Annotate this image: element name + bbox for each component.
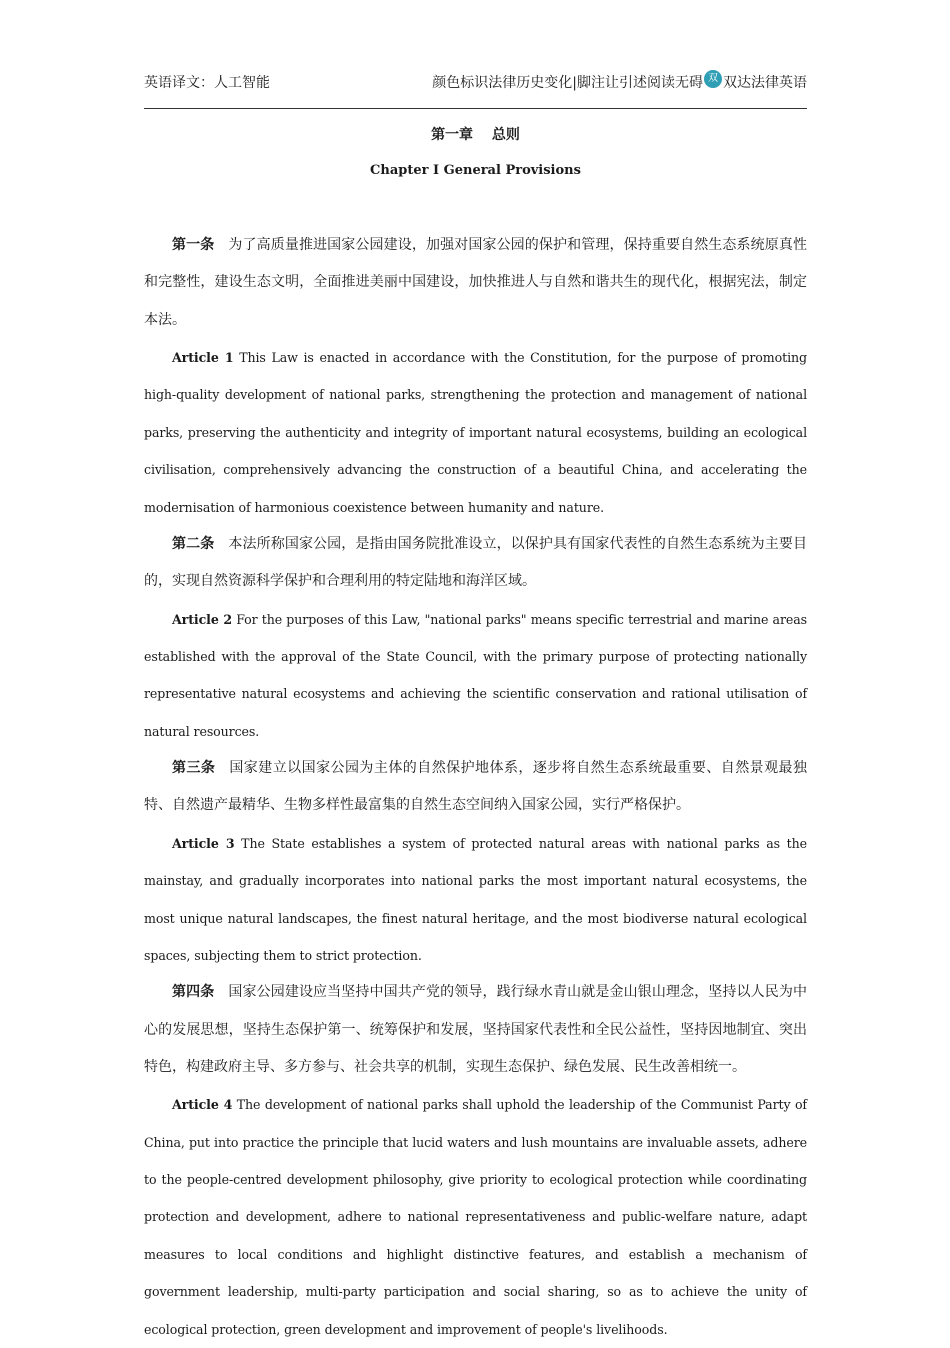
header-right [432, 72, 807, 94]
chapter-title-zh: 第一章 总则 [431, 127, 520, 143]
article-1-zh [144, 227, 807, 339]
article-4-zh [144, 974, 807, 1086]
header-divider [144, 108, 807, 109]
header-right-text: 颜色标识法律历史变化|脚注让引述阅读无碍 [432, 75, 703, 91]
article-1-zh-label: 第一条 [172, 237, 215, 253]
article-3-zh [144, 750, 807, 825]
article-1-en-label: Article 1 [172, 349, 234, 365]
article-2-zh [144, 526, 807, 601]
article-4-en-label: Article 4 [172, 1097, 233, 1113]
article-2-en-label: Article 2 [172, 611, 233, 627]
article-4-zh-label: 第四条 [172, 984, 215, 1001]
article-1-zh-text: 为了高质量推进国家公园建设，加强对国家公园的保护和管理，保持重要自然生态系统原真性和完整性，建设生态文明，全面推进美丽中国建设，加快推进人与自然和谐共生的现代化，根据宪法，制定本法。 [144, 237, 808, 328]
article-1-en-text: This Law is enacted in accordance with the Constitution, for the purpose of promoting high-quality development of national parks, strengthening the protection and management of national parks, preserving the authenticity and integrity of important natural ecosystems, building an ecological civilisation, comprehensively advancing the construction of a beautiful China, and accelerating the modernisation of harmonious coexistence between humanity and nature. [144, 349, 807, 515]
article-3-zh-label: 第三条 [172, 760, 216, 777]
article-4-zh-text: 国家公园建设应当坚持中国共产党的领导，践行绿水青山就是金山银山理念，坚持以人民为中心的发展思想，坚持生态保护第一、统筹保护和发展，坚持国家代表性和全民公益性，坚持因地制宜、突出特色，构建政府主导、多方参与、社会共享的机制，实现生态保护、绿色发展、民生改善相统一。 [144, 984, 808, 1075]
article-2-en-text: For the purposes of this Law, "national parks" means specific terrestrial and marine areas established with the approval of the State Council, with the primary purpose of protecting nationally representative natural ecosystems and achieving the scientific conservation and rational utilisation of natural resources. [144, 611, 807, 739]
article-3-zh-text: 国家建立以国家公园为主体的自然保护地体系，逐步将自然生态系统最重要、自然景观最独特、自然遗产最精华、生物多样性最富集的自然生态空间纳入国家公园，实行严格保护。 [144, 760, 807, 814]
article-2-zh-text: 本法所称国家公园，是指由国务院批准设立，以保护具有国家代表性的自然生态系统为主要目的，实现自然资源科学保护和合理利用的特定陆地和海洋区域。 [144, 535, 808, 590]
header-brand-text: 双达法律英语 [723, 75, 807, 91]
article-2-en [144, 601, 807, 751]
article-3-en-text: The State establishes a system of protected natural areas with national parks as the mainstay, and gradually incorporates into national parks the most important natural ecosystems, the most unique natural landscapes, the finest natural heritage, and the most biodiverse natural ecological spaces, subjecting them to strict protection. [144, 835, 807, 963]
article-4-en-text: The development of national parks shall uphold the leadership of the Communist Party of China, put into practice the principle that lucid waters and lush mountains are invaluable assets, adhere to the people-centred development philosophy, give priority to ecological protection while coordinating protection and development, adhere to national representativeness and public-welfare nature, adapt measures to local conditions and highlight distinctive features, and establish a mechanism of government leadership, multi-party participation and social sharing, so as to achieve the unity of ecological protection, green development and improvement of people's livelihoods. [144, 1097, 807, 1337]
article-2-zh-label: 第二条 [172, 535, 215, 552]
article-1-en [144, 339, 807, 526]
chapter-title-en: Chapter I General Provisions [370, 163, 581, 178]
logo-icon: 双 [704, 70, 722, 88]
page-header [144, 72, 807, 94]
articles-body [144, 227, 807, 1348]
header-left-text: 英语译文：人工智能 [144, 75, 270, 91]
article-4-en [144, 1086, 807, 1348]
article-3-en-label: Article 3 [172, 835, 235, 851]
article-3-en [144, 825, 807, 975]
